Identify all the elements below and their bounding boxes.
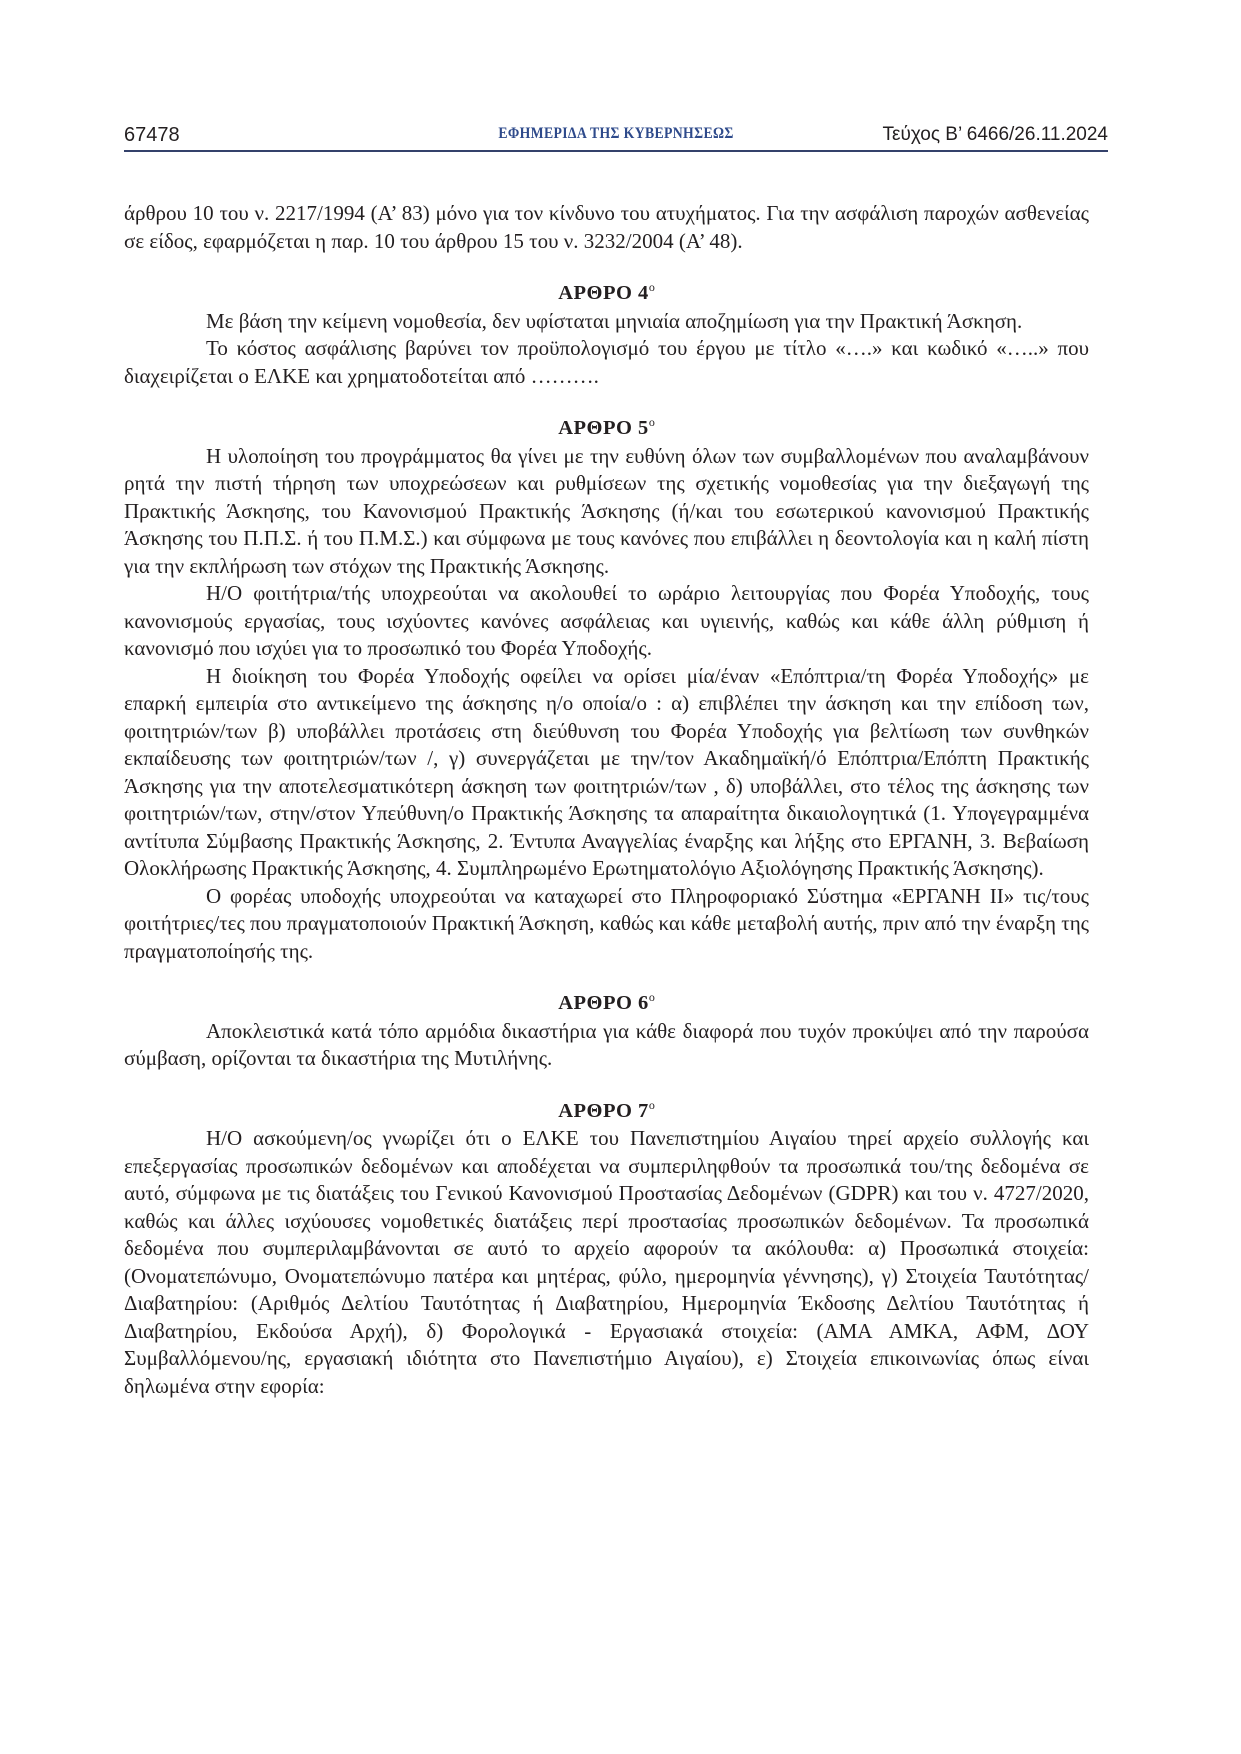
document-body	[124, 200, 1089, 1400]
article-heading-text: ΑΡΘΡΟ 6	[558, 992, 649, 1014]
article-5-paragraph-4: Ο φορέας υποδοχής υποχρεούται να καταχωρεί στο Πληροφοριακό Σύστημα «ΕΡΓΑΝΗ ΙΙ» τις/τους φοιτήτριες/τες που πραγματοποιούν Πρακτική Άσκηση, καθώς και κάθε μεταβολή αυτής, πριν από την έναρξη της πραγματοποίησής της.	[124, 883, 1089, 963]
article-heading-ordinal: ο	[648, 990, 655, 1005]
article-5-paragraph-1: Η υλοποίηση του προγράμματος θα γίνει με την ευθύνη όλων των συμβαλλομένων που αναλαμβάνουν ρητά την πιστή τήρηση των υποχρεώσεων και ρυθμίσεων της σχετικής νομοθεσίας για την διεξαγωγή της Πρακτικής Άσκησης, του Κανονισμού Πρακτικής Άσκησης (ή/και του εσωτερικού κανονισμού Πρακτικής Άσκησης του Π.Π.Σ. ή του Π.Μ.Σ.) και σύμφωνα με τους κανόνες που επιβάλλει η δεοντολογία και η καλή πίστη για την εκπλήρωση των στόχων της Πρακτικής Άσκησης.	[124, 443, 1089, 578]
page-number: 67478	[124, 124, 180, 146]
article-heading-text: ΑΡΘΡΟ 4	[558, 282, 649, 304]
article-heading-text: ΑΡΘΡΟ 5	[558, 417, 649, 439]
article-4-paragraph-2: Το κόστος ασφάλισης βαρύνει τον προϋπολογισμό του έργου με τίτλο «….» και κωδικό «…..» που διαχειρίζεται ο ΕΛΚΕ και χρηματοδοτείται από ……….	[124, 336, 1089, 388]
article-5-heading	[124, 415, 1089, 443]
article-heading-ordinal: ο	[648, 280, 655, 295]
article-6	[124, 990, 1089, 1073]
article-6-paragraph-1: Αποκλειστικά κατά τόπο αρμόδια δικαστήρια για κάθε διαφορά που τυχόν προκύψει από την παρούσα σύμβαση, ορίζονται τα δικαστήρια της Μυτιλήνης.	[124, 1018, 1089, 1070]
page-header	[124, 122, 1108, 148]
article-4-paragraph-1: Με βάση την κείμενη νομοθεσία, δεν υφίσταται μηνιαία αποζημίωση για την Πρακτική Άσκηση.	[206, 308, 1023, 333]
article-heading-ordinal: ο	[648, 1097, 655, 1112]
article-7-paragraph-1: Η/Ο ασκούμενη/ος γνωρίζει ότι ο ΕΛΚΕ του Πανεπιστημίου Αιγαίου τηρεί αρχείο συλλογής και επεξεργασίας προσωπικών δεδομένων και αποδέχεται να συμπεριληφθούν τα προσωπικά του/της δεδομένα σε αυτό, σύμφωνα με τις διατάξεις του Γενικού Κανονισμού Προστασίας Δεδομένων (GDPR) και του ν. 4727/2020, καθώς και άλλες ισχύουσες νομοθετικές διατάξεις περί προστασίας προσωπικών δεδομένων. Τα προσωπικά δεδομένα που συμπεριλαμβάνονται σε αυτό το αρχείο αφορούν τα ακόλουθα: α) Προσωπικά στοιχεία: (Ονοματεπώνυμο, Ονοματεπώνυμο πατέρα και μητέρας, φύλο, ημερομηνία γέννησης), γ) Στοιχεία Ταυτότητας/Διαβατηρίου: (Αριθμός Δελτίου Ταυτότητας ή Διαβατηρίου, Ημερομηνία Έκδοσης Δελτίου Ταυτότητας ή Διαβατηρίου, Εκδούσα Αρχή), δ) Φορολογικά - Εργασιακά στοιχεία: (ΑΜΑ ΑΜΚΑ, ΑΦΜ, ΔΟΥ Συμβαλλόμενου/ης, εργασιακή ιδιότητα στο Πανεπιστήμιο Αιγαίου), ε) Στοιχεία επικοινωνίας όπως είναι δηλωμένα στην εφορία:	[124, 1126, 1089, 1398]
article-5-paragraph-3: Η διοίκηση του Φορέα Υποδοχής οφείλει να ορίσει μία/έναν «Επόπτρια/τη Φορέα Υποδοχής» με επαρκή εμπειρία στο αντικείμενο της άσκησης η/ο οποία/ο : α) επιβλέπει την άσκηση και την επίδοση των, φοιτητριών/των β) υποβάλλει προτάσεις στη διεύθυνση του Φορέα Υποδοχής για βελτίωση των συνθηκών εκπαίδευσης των φοιτητριών/των /, γ) συνεργάζεται με την/τον Ακαδημαϊκή/ό Επόπτρια/Επόπτη Πρακτικής Άσκησης για την αποτελεσματικότερη άσκηση των φοιτητριών/των , δ) υποβάλλει, στο τέλος της άσκησης των φοιτητριών/των, στην/στον Υπεύθυνη/ο Πρακτικής Άσκησης τα απαραίτητα δικαιολογητικά (1. Υπογεγραμμένα αντίτυπα Σύμβασης Πρακτικής Άσκησης, 2. Έντυπα Αναγγελίας έναρξης και λήξης στο ΕΡΓΑΝΗ, 3. Βεβαίωση Ολοκλήρωσης Πρακτικής Άσκησης, 4. Συμπληρωμένο Ερωτηματολόγιο Αξιολόγησης Πρακτικής Άσκησης).	[124, 663, 1089, 880]
article-7	[124, 1098, 1089, 1401]
article-5	[124, 415, 1089, 965]
issue-reference: Τεύχος Β’ 6466/26.11.2024	[882, 124, 1108, 145]
article-5-paragraph-2: Η/Ο φοιτήτρια/τής υποχρεούται να ακολουθεί το ωράριο λειτουργίας που Φορέα Υποδοχής, τους κανονισμούς εργασίας, τους ισχύοντες κανόνες ασφάλειας και υγιεινής, καθώς και κάθε άλλη ρύθμιση ή κανονισμό που ισχύει για το προσωπικό του Φορέα Υποδοχής.	[124, 581, 1089, 660]
intro-paragraph: άρθρου 10 του ν. 2217/1994 (Α’ 83) μόνο για τον κίνδυνο του ατυχήματος. Για την ασφάλιση παροχών ασθενείας σε είδος, εφαρμόζεται η παρ. 10 του άρθρου 15 του ν. 3232/2004 (Α’ 48).	[124, 201, 1089, 253]
gazette-title: ΕΦΗΜΕΡΙΔΑ ΤΗΣ ΚΥΒΕΡΝΗΣΕΩΣ	[498, 125, 734, 142]
header-rule	[124, 150, 1108, 152]
article-4	[124, 280, 1089, 390]
article-4-heading	[124, 280, 1089, 308]
article-6-heading	[124, 990, 1089, 1018]
article-7-heading	[124, 1098, 1089, 1126]
article-heading-ordinal: ο	[648, 415, 655, 430]
article-heading-text: ΑΡΘΡΟ 7	[558, 1099, 649, 1122]
